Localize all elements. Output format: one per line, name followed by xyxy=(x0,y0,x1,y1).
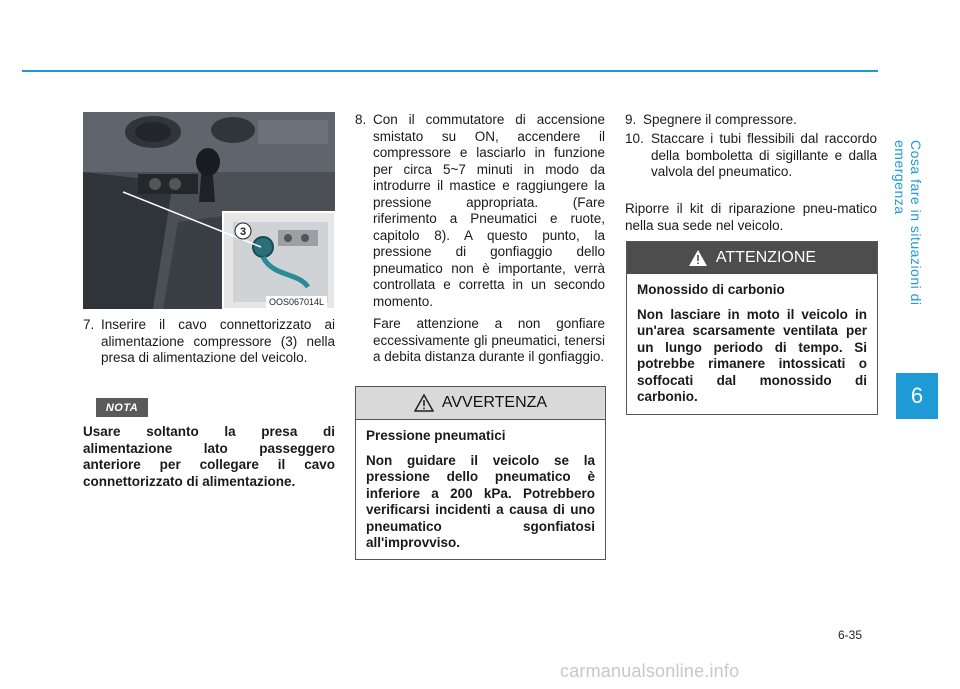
caution-subject: Monossido di carbonio xyxy=(637,282,785,297)
warning-body xyxy=(356,420,605,560)
step-number: 10. xyxy=(625,131,644,146)
step-8 xyxy=(355,112,605,366)
step-text: Spegnere il compressore. xyxy=(643,112,797,127)
step-note: Fare attenzione a non gonfiare eccessivamente gli pneumatici, tenersi a debita distanza durante il gonfiaggio. xyxy=(373,316,605,364)
caution-triangle-icon xyxy=(688,249,708,267)
watermark: carmanualsonline.info xyxy=(560,661,740,681)
section-title: Cosa fare in situazioni di emergenza xyxy=(892,140,924,306)
warning-subject: Pressione pneumatici xyxy=(366,428,506,443)
warning-text: Non guidare il veicolo se la pressione dello pneumatico è inferiore a 200 kPa. Potrebbero verificarsi incidenti a causa di uno pneumatico sgonfiatosi all'improvviso. xyxy=(366,452,595,550)
warning-box xyxy=(355,386,606,560)
step-number: 8. xyxy=(355,112,367,127)
warning-title: AVVERTENZA xyxy=(441,394,548,411)
header-rule xyxy=(22,70,878,72)
storage-paragraph: Riporre il kit di riparazione pneu-matico nella sua sede nel veicolo. xyxy=(625,201,877,233)
step-7 xyxy=(83,317,335,367)
nota-badge: NOTA xyxy=(96,398,148,417)
step-text: Con il commutatore di accensione smistato su ON, accendere il compressore e lasciarlo in funzione per circa 5~7 minuti in modo da introdurre il mastice e raggiungere la pressione appropriata. (Fare riferimento a Pneumatici e ruote, capitolo 8). A questo punto, la pressione di gonfiaggio dello pneumatico non è importante, verrà controllata e corretta in un secondo momento. xyxy=(373,112,605,309)
figure-caption: OOS067014L xyxy=(266,296,327,308)
step-9 xyxy=(625,112,877,129)
nota-text: Usare soltanto la presa di alimentazione lato passeggero anteriore per collegare il cavo connettorizzato di alimentazione. xyxy=(83,424,335,489)
caution-body xyxy=(627,274,877,414)
caution-title: ATTENZIONE xyxy=(715,249,817,266)
step-text: Staccare i tubi flessibili dal raccordo della bomboletta di sigillante e dalla valvola del pneumatico. xyxy=(651,131,877,179)
page-number: 6-35 xyxy=(838,628,863,642)
caution-header xyxy=(627,242,877,274)
chapter-tab: 6 xyxy=(896,373,938,419)
callout-number: 3 xyxy=(239,226,247,238)
step-number: 7. xyxy=(83,317,95,332)
warning-triangle-icon xyxy=(414,394,434,412)
step-number: 9. xyxy=(625,112,637,127)
console-illustration xyxy=(83,112,335,309)
warning-header xyxy=(356,387,605,420)
caution-text: Non lasciare in moto il veicolo in un'area scarsamente ventilata per un lungo periodo di tempo. Si potrebbe rimanere intossicati o soffocati dal monossido di carbonio. xyxy=(637,306,867,404)
console-photo xyxy=(83,112,335,309)
caution-box xyxy=(626,241,878,415)
step-text: Inserire il cavo connettorizzato ai alimentazione compressore (3) nella presa di alimentazione del veicolo. xyxy=(101,317,335,365)
step-10 xyxy=(625,131,877,181)
